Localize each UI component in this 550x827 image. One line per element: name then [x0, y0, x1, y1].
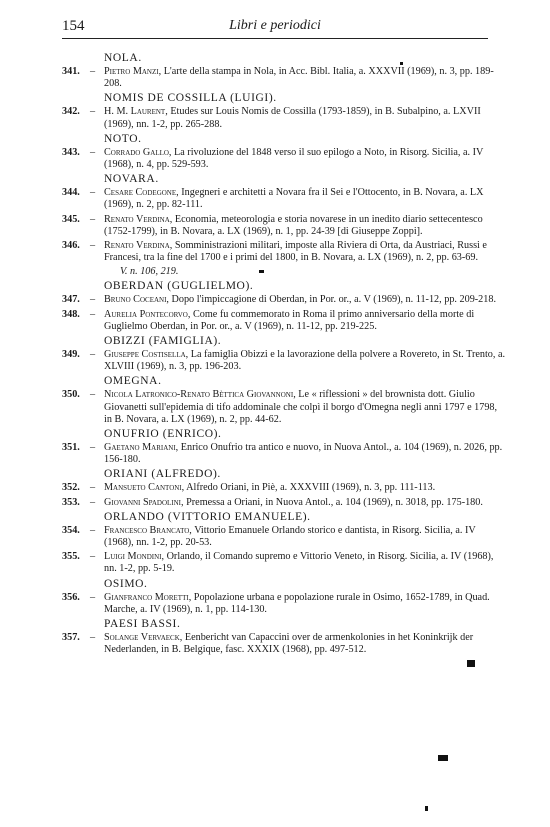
entry-dash: –: [90, 482, 96, 494]
entry-citation: [92, 240, 507, 264]
entry-number: 341.: [62, 66, 80, 77]
entry-number: 350.: [62, 389, 80, 401]
scan-speck: [425, 806, 428, 811]
entry-dash: –: [90, 496, 96, 508]
section-heading: PAESI BASSI.: [104, 618, 181, 631]
entry: [62, 349, 507, 373]
page-header: [62, 18, 488, 39]
entry-number: 351.: [62, 442, 80, 454]
section: [62, 133, 507, 171]
entry: [62, 482, 507, 494]
section-heading: OMEGNA.: [104, 375, 162, 388]
entry: [62, 592, 507, 616]
entry-dash: –: [90, 591, 96, 603]
entry-text: , Vittorio Emanuele Orlando storico e dantista, in Risorg. Sicilia, a. IV (1968), nn. 1-2, pp. 20-53.: [104, 524, 476, 549]
entry-dash: –: [90, 442, 96, 454]
section-heading: NOLA.: [104, 52, 142, 64]
entry-number: 348.: [62, 308, 80, 320]
entry: [62, 309, 507, 333]
entry: [62, 147, 507, 171]
entry-dash: –: [90, 213, 96, 225]
entry-author: Renato Verdina: [104, 213, 170, 225]
entry-citation: [92, 147, 507, 171]
entry-dash: –: [90, 349, 96, 361]
entry-citation: [92, 214, 507, 238]
entry-text: , Popolazione urbana e popolazione rurale in Osimo, 1652-1789, in Quad. Marche, a. IV (1969), n. 1, pp. 114-130.: [104, 591, 490, 615]
entry-author: Luigi Mondini: [104, 551, 162, 563]
entry-text: , Premessa a Oriani, in Nuova Antol., a. 104 (1969), n. 3018, pp. 175-180.: [181, 496, 483, 508]
entry-text: , La famiglia Obizzi e la lavorazione della polvere a Rovereto, in St. Trento, a. XLVIII (1969), n. 3, pp. 196-203.: [104, 349, 506, 373]
section-heading: ONUFRIO (ENRICO).: [104, 428, 222, 441]
entry-number: 347.: [62, 294, 80, 306]
section-heading: NOVARA.: [104, 173, 159, 186]
entry-citation: [92, 442, 507, 466]
entry-number: 343.: [62, 146, 80, 158]
entry-author: Gaetano Mariani: [104, 442, 176, 454]
entry-dash: –: [90, 308, 96, 320]
entry-text: , Orlando, il Comando supremo e Vittorio Veneto, in Risorg. Sicilia, a. IV (1968), nn. 1-2, pp. 5-19.: [104, 551, 494, 575]
section: [62, 468, 507, 508]
entry-dash: –: [90, 524, 96, 536]
entry-citation: [92, 482, 507, 494]
entry-text: , L'arte della stampa in Nola, in Acc. Bibl. Italia, a. XXXVII (1969), n. 3, pp. 189-208.: [104, 66, 494, 90]
entry-dash: –: [90, 187, 96, 199]
page-number: 154: [62, 18, 85, 34]
entry-author: Mansueto Cantoni: [104, 482, 182, 494]
section: [62, 280, 507, 333]
entry: [62, 187, 507, 211]
entry-dash: –: [90, 632, 96, 644]
entry: [62, 551, 507, 575]
entry-number: 346.: [62, 240, 80, 252]
entry-author: Cesare Codegone: [104, 187, 177, 199]
entry-author: Pietro Manzi: [104, 66, 159, 77]
entry: [62, 240, 507, 264]
entry: [62, 214, 507, 238]
entry-citation: [92, 389, 507, 426]
entry-author: Giovanni Spadolini: [104, 496, 182, 508]
entry-citation: [92, 187, 507, 211]
section: [62, 618, 507, 656]
entry-citation: [92, 66, 507, 90]
entry: [62, 294, 507, 306]
scan-speck: [467, 660, 475, 667]
entry-text: , Ingegneri e architetti a Novara fra il Sei e l'Ottocento, in B. Novara, a. LX (1969), n. 2, pp. 82-111.: [104, 187, 484, 211]
section: [62, 578, 507, 616]
scan-speck: [259, 270, 264, 273]
entry-author: Corrado Gallo: [104, 146, 169, 158]
entry-dash: –: [90, 294, 96, 306]
entry: [62, 106, 507, 130]
entry: [62, 389, 507, 426]
entry-number: 349.: [62, 349, 80, 361]
entry-citation: [92, 294, 507, 306]
entry-author: Giuseppe Costisella: [104, 349, 186, 361]
bibliography-list: [62, 52, 507, 659]
entry-author: Bruno Coceani: [104, 294, 167, 306]
entry-number: 355.: [62, 551, 80, 563]
entry-number: 357.: [62, 632, 80, 644]
entry-number: 354.: [62, 524, 80, 536]
entry-dash: –: [90, 146, 96, 158]
entry-author: Renato Verdina: [104, 240, 170, 252]
entry-dash: –: [90, 389, 96, 401]
entry-text: , Le « riflessioni » del brownista dott. Giulio Giovanetti sull'epidemia di tifo addominale che colpì il borgo d'Omegna negli anni 1797 e 1798, in B. Novara, a. LX (1969), n. 2, pp. 44-62.: [104, 389, 498, 425]
scan-speck: [438, 755, 448, 761]
running-title: Libri e periodici: [229, 18, 321, 33]
entry-number: 353.: [62, 496, 80, 508]
section-heading: ORIANI (ALFREDO).: [104, 468, 221, 481]
entry-number: 352.: [62, 482, 80, 494]
entry-text: , Eenbericht van Capaccini over de armenkolonies in het Koninkrijk der Nederlanden, in B. Belgique, fasc. XXXIX (1968), pp. 497-512.: [104, 632, 474, 656]
section-heading: OBIZZI (FAMIGLIA).: [104, 335, 222, 348]
section: [62, 428, 507, 466]
section-heading: ORLANDO (VITTORIO EMANUELE).: [104, 510, 311, 523]
section-heading: NOTO.: [104, 132, 142, 145]
entry-citation: [92, 106, 507, 130]
entry-text: , Come fu commemorato in Roma il primo anniversario della morte di Guglielmo Oberdan, in Por. or., a. V (1969), n. 11-12, pp. 219-225.: [104, 308, 475, 332]
section: [62, 52, 507, 90]
entry-number: 356.: [62, 591, 80, 603]
entry-citation: [92, 551, 507, 575]
section: [62, 375, 507, 426]
entry-text: , Etudes sur Louis Nomis de Cossilla (1793-1859), in B. Subalpino, a. LXVII (1969), nn. 1-2, pp. 265-288.: [104, 106, 481, 130]
entry-dash: –: [90, 106, 96, 118]
entry-citation: [92, 497, 507, 509]
entry-dash: –: [90, 240, 96, 252]
entry-author: Solange Vervaeck: [104, 632, 180, 644]
entry: [62, 66, 507, 90]
entry: [62, 497, 507, 509]
entry-text: , Enrico Onufrio tra antico e nuovo, in Nuova Antol., a. 104 (1969), n. 2026, pp. 156-180.: [104, 442, 503, 466]
section: [62, 335, 507, 373]
section: [62, 173, 507, 278]
entry-dash: –: [90, 66, 96, 77]
entry: [62, 525, 507, 549]
entry-author: Aurelia Pontecorvo: [104, 308, 188, 320]
entry-citation: [92, 525, 507, 549]
entry-number: 342.: [62, 106, 80, 118]
entry: [62, 632, 507, 656]
entry-text: , Alfredo Oriani, in Piè, a. XXXVIII (1969), n. 3, pp. 111-113.: [181, 482, 436, 494]
entry-citation: [92, 349, 507, 373]
section-heading: NOMIS DE COSSILLA (LUIGI).: [104, 92, 277, 105]
entry-author: H. M. Laurent: [104, 106, 166, 118]
entry-number: 344.: [62, 187, 80, 199]
entry-citation: [92, 309, 507, 333]
scan-speck: [400, 62, 403, 65]
section: [62, 511, 507, 576]
entry-text: , Somministrazioni militari, imposte alla Riviera di Orta, da Austriaci, Russi e Francesi, tra la fine del 1700 e i primi del 1800, in B. Novara, a. LX (1969), n. 2, pp. 63-69.: [104, 240, 487, 264]
entry-text: , Economia, meteorologia e storia novarese in un inedito diario settecentesco (1752-1799), in B. Novara, a. LX (1969), n. 1, pp. 24-39 [di Giuseppe Zoppi].: [104, 213, 483, 237]
entry-text: , La rivoluzione del 1848 verso il suo epilogo a Noto, in Risorg. Sicilia, a. IV (1968), n. 4, pp. 529-593.: [104, 146, 484, 171]
section: [62, 92, 507, 130]
section-heading: OSIMO.: [104, 577, 148, 590]
entry-author: Gianfranco Moretti: [104, 591, 189, 603]
entry-number: 345.: [62, 213, 80, 225]
cross-reference: V. n. 106, 219.: [120, 266, 179, 278]
entry: [62, 442, 507, 466]
entry-text: , Dopo l'impiccagione di Oberdan, in Por. or., a. V (1969), n. 11-12, pp. 209-218.: [166, 294, 497, 306]
entry-author: Francesco Brancato: [104, 524, 190, 536]
section-heading: OBERDAN (GUGLIELMO).: [104, 280, 254, 293]
entry-citation: [92, 632, 507, 656]
entry-citation: [92, 592, 507, 616]
entry-dash: –: [90, 551, 96, 563]
entry-author: Nicola Latronico-Renato Bèttica Giovannoni: [104, 389, 294, 401]
